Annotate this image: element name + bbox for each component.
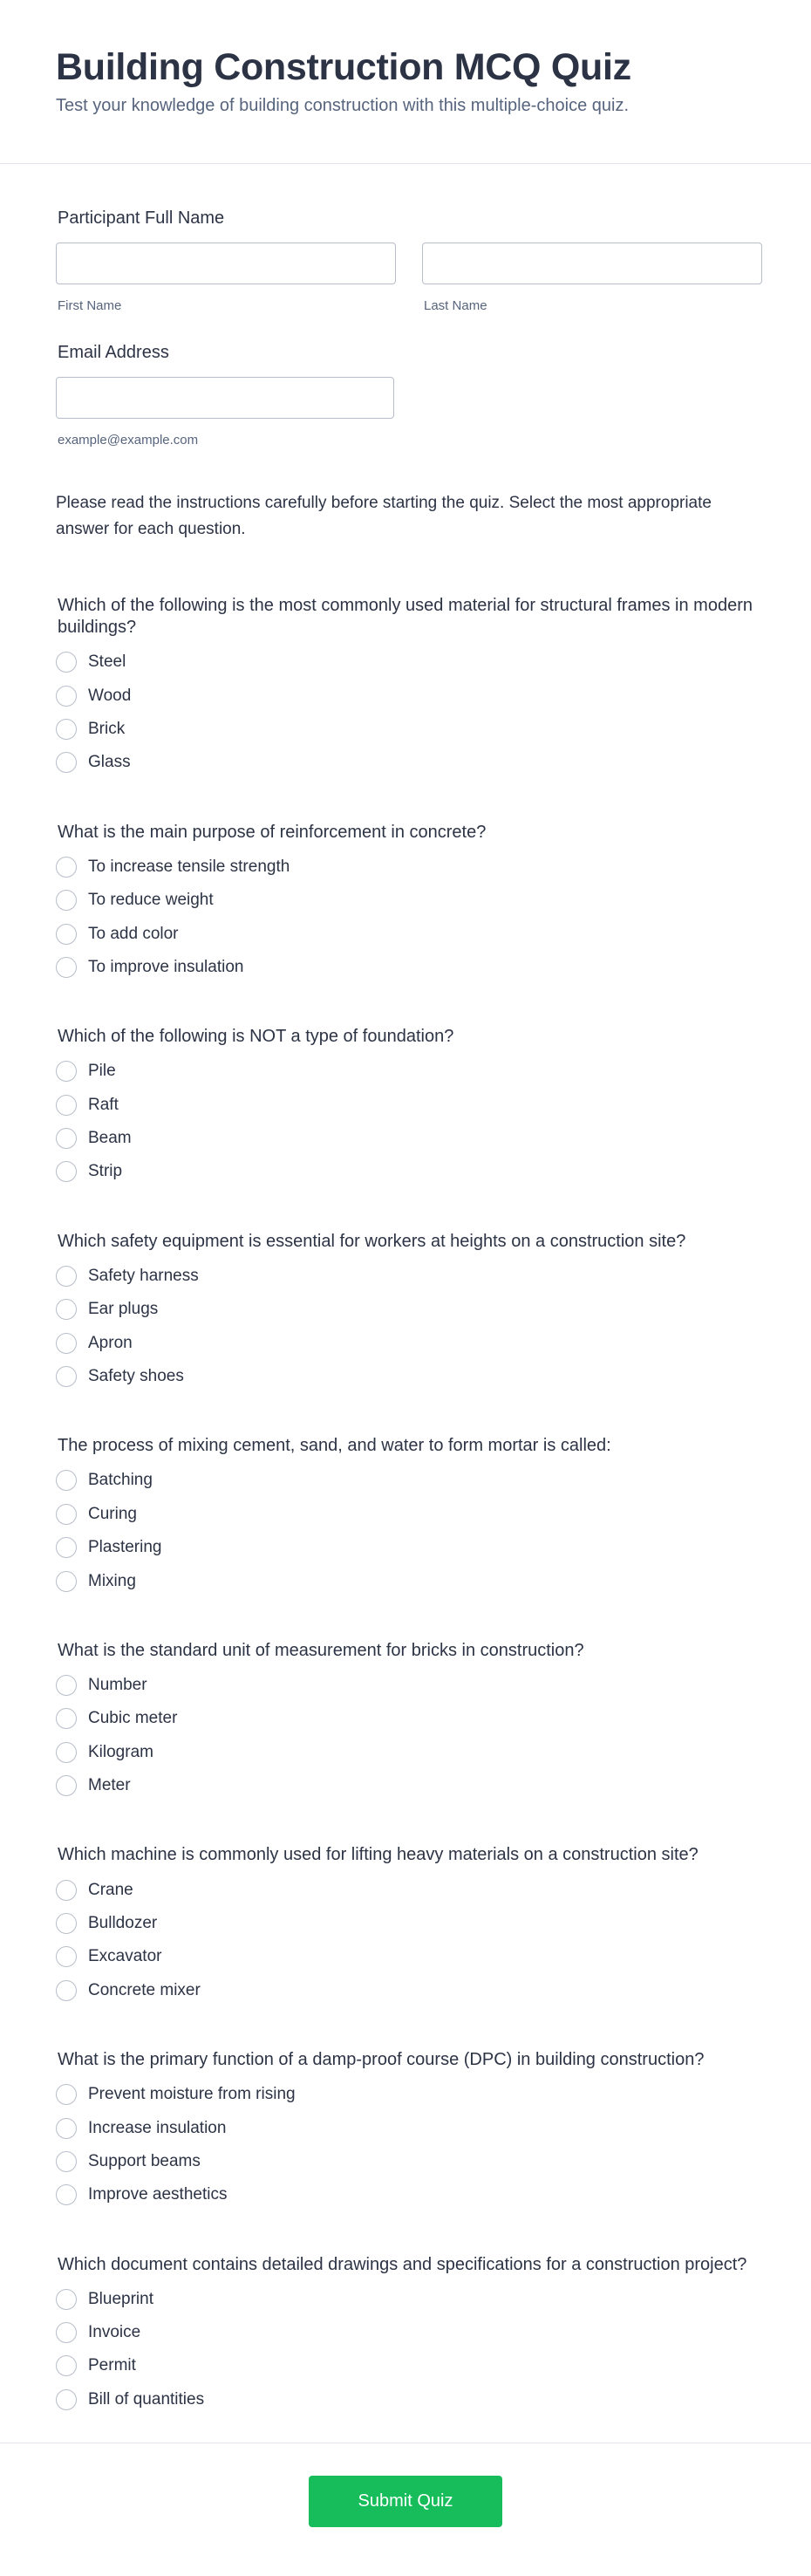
answer-option-label: Crane [88, 1880, 133, 1899]
page-title: Building Construction MCQ Quiz [56, 46, 631, 88]
question-2 [56, 822, 762, 985]
answer-option[interactable] [56, 646, 762, 679]
question-title: The process of mixing cement, sand, and water to form mortar is called: [58, 1436, 611, 1456]
answer-option-label: Bulldozer [88, 1913, 158, 1932]
answer-option-label: Concrete mixer [88, 1980, 201, 1999]
answer-option-label: Kilogram [88, 1742, 153, 1761]
question-title: What is the main purpose of reinforcement in concrete? [58, 822, 487, 842]
first-name-input[interactable] [56, 243, 396, 284]
radio-button[interactable] [56, 1161, 77, 1182]
email-sublabel: example@example.com [58, 433, 199, 448]
answer-option-label: To improve insulation [88, 957, 244, 976]
participant-name-field [56, 164, 762, 316]
answer-option-label: Pile [88, 1062, 116, 1081]
answer-options [56, 2283, 762, 2417]
answer-option[interactable] [56, 2283, 762, 2316]
radio-button[interactable] [56, 957, 77, 978]
email-input[interactable] [56, 377, 394, 419]
answer-option-label: Cubic meter [88, 1709, 178, 1728]
answer-option[interactable] [56, 1769, 762, 1802]
radio-button[interactable] [56, 890, 77, 911]
answer-option-label: Brick [88, 719, 126, 738]
last-name-sublabel: Last Name [424, 298, 487, 313]
radio-button[interactable] [56, 1775, 77, 1796]
answer-option[interactable] [56, 2349, 762, 2382]
answer-options [56, 2078, 762, 2212]
question-title: Which document contains detailed drawings and specifications for a construction project? [58, 2254, 747, 2274]
radio-button[interactable] [56, 1504, 77, 1525]
answer-option[interactable] [56, 1055, 762, 1088]
radio-button[interactable] [56, 2084, 77, 2105]
radio-button[interactable] [56, 1742, 77, 1763]
radio-button[interactable] [56, 1708, 77, 1729]
radio-button[interactable] [56, 1880, 77, 1901]
answer-option-label: Support beams [88, 2151, 201, 2170]
radio-button[interactable] [56, 1266, 77, 1287]
submit-quiz-button[interactable]: Submit Quiz [309, 2476, 502, 2527]
answer-option[interactable] [56, 2383, 762, 2416]
answer-option-label: To increase tensile strength [88, 857, 290, 876]
answer-option[interactable] [56, 1873, 762, 1906]
question-6 [56, 1640, 762, 1803]
radio-button[interactable] [56, 652, 77, 673]
question-title: What is the standard unit of measurement for bricks in construction? [58, 1640, 584, 1660]
answer-option[interactable] [56, 1531, 762, 1564]
answer-option-label: Glass [88, 753, 131, 772]
radio-button[interactable] [56, 2355, 77, 2376]
question-4 [56, 1231, 762, 1394]
answer-option[interactable] [56, 746, 762, 779]
answer-options [56, 646, 762, 780]
answer-option[interactable] [56, 1089, 762, 1122]
answer-options [56, 1260, 762, 1394]
radio-button[interactable] [56, 1366, 77, 1387]
answer-option[interactable] [56, 1974, 762, 2007]
question-title: Which of the following is NOT a type of foundation? [58, 1027, 454, 1047]
answer-option[interactable] [56, 1702, 762, 1735]
participant-name-label: Participant Full Name [58, 208, 225, 228]
question-title: Which machine is commonly used for lifting heavy materials on a construction site? [58, 1845, 699, 1865]
answer-option-label: Mixing [88, 1571, 136, 1590]
first-name-sublabel: First Name [58, 298, 122, 313]
radio-button[interactable] [56, 1333, 77, 1354]
radio-button[interactable] [56, 2322, 77, 2343]
question-1 [56, 595, 762, 780]
answer-option[interactable] [56, 2316, 762, 2349]
answer-option-label: Meter [88, 1776, 131, 1795]
answer-option-label: Safety harness [88, 1266, 199, 1285]
answer-option[interactable] [56, 1907, 762, 1940]
last-name-input[interactable] [422, 243, 762, 284]
answer-option-label: Strip [88, 1162, 123, 1181]
answer-option[interactable] [56, 2111, 762, 2144]
radio-button[interactable] [56, 1980, 77, 2001]
answer-option-label: Bill of quantities [88, 2389, 205, 2409]
form-header [0, 0, 811, 164]
answer-option[interactable] [56, 1360, 762, 1393]
answer-option[interactable] [56, 951, 762, 984]
radio-button[interactable] [56, 1095, 77, 1116]
answer-option-label: Batching [88, 1471, 153, 1490]
question-title: What is the primary function of a damp-proof course (DPC) in building construction? [58, 2049, 705, 2069]
radio-button[interactable] [56, 1299, 77, 1320]
answer-option-label: Blueprint [88, 2289, 153, 2308]
question-7 [56, 1844, 762, 2007]
answer-option-label: Number [88, 1676, 147, 1694]
answer-option-label: Plastering [88, 1538, 162, 1557]
quiz-form [0, 164, 811, 2443]
answer-option[interactable] [56, 2145, 762, 2178]
answer-options [56, 1055, 762, 1189]
answer-option[interactable] [56, 851, 762, 884]
radio-button[interactable] [56, 752, 77, 773]
answer-options [56, 851, 762, 985]
radio-button[interactable] [56, 2184, 77, 2205]
answer-option[interactable] [56, 1155, 762, 1188]
answer-option[interactable] [56, 1669, 762, 1702]
radio-button[interactable] [56, 2389, 77, 2410]
answer-option-label: Raft [88, 1095, 119, 1114]
radio-button[interactable] [56, 1537, 77, 1558]
answer-options [56, 1464, 762, 1598]
answer-option-label: Increase insulation [88, 2118, 227, 2137]
answer-option[interactable] [56, 2078, 762, 2111]
answer-option[interactable] [56, 713, 762, 746]
radio-button[interactable] [56, 1470, 77, 1491]
answer-option-label: Permit [88, 2356, 136, 2375]
radio-button[interactable] [56, 2289, 77, 2310]
email-label: Email Address [58, 343, 169, 362]
answer-option-label: Improve aesthetics [88, 2185, 228, 2204]
answer-option-label: Curing [88, 1504, 137, 1523]
answer-option[interactable] [56, 679, 762, 712]
answer-options [56, 1873, 762, 2007]
radio-button[interactable] [56, 1571, 77, 1592]
answer-option[interactable] [56, 884, 762, 917]
answer-option[interactable] [56, 1736, 762, 1769]
answer-option-label: Prevent moisture from rising [88, 2085, 296, 2104]
question-8 [56, 2049, 762, 2212]
radio-button[interactable] [56, 1128, 77, 1149]
radio-button[interactable] [56, 924, 77, 945]
answer-option[interactable] [56, 1498, 762, 1531]
radio-button[interactable] [56, 2118, 77, 2139]
radio-button[interactable] [56, 686, 77, 707]
radio-button[interactable] [56, 1675, 77, 1696]
answer-option[interactable] [56, 917, 762, 950]
email-field [56, 316, 762, 464]
question-title: Which of the following is the most commonly used material for structural frames in modern buildings? [58, 596, 753, 637]
answer-option-label: Ear plugs [88, 1300, 159, 1319]
radio-button[interactable] [56, 2151, 77, 2172]
question-3 [56, 1026, 762, 1189]
answer-option[interactable] [56, 1293, 762, 1326]
answer-option[interactable] [56, 1260, 762, 1293]
radio-button[interactable] [56, 857, 77, 878]
question-9 [56, 2254, 762, 2417]
question-title: Which safety equipment is essential for workers at heights on a construction site? [58, 1231, 686, 1251]
answer-option[interactable] [56, 1564, 762, 1597]
answer-option[interactable] [56, 1122, 762, 1155]
question-5 [56, 1435, 762, 1598]
answer-option-label: Wood [88, 686, 132, 705]
radio-button[interactable] [56, 1061, 77, 1082]
answer-option-label: Apron [88, 1333, 133, 1352]
answer-option-label: Steel [88, 653, 126, 672]
radio-button[interactable] [56, 719, 77, 740]
questions-list [56, 595, 762, 2443]
answer-option[interactable] [56, 1326, 762, 1359]
radio-button[interactable] [56, 1946, 77, 1967]
form-footer [0, 2443, 811, 2573]
instructions-text: Please read the instructions carefully before starting the quiz. Select the most appropriate answer for each question. [56, 494, 712, 538]
answer-option[interactable] [56, 1940, 762, 1973]
page-subtitle: Test your knowledge of building construction with this multiple-choice quiz. [56, 96, 630, 115]
answer-option-label: Safety shoes [88, 1367, 184, 1386]
answer-option-label: To reduce weight [88, 891, 214, 910]
answer-option[interactable] [56, 2178, 762, 2211]
answer-options [56, 1669, 762, 1803]
answer-option-label: Excavator [88, 1947, 162, 1966]
answer-option-label: Invoice [88, 2323, 141, 2342]
answer-option[interactable] [56, 1464, 762, 1497]
radio-button[interactable] [56, 1913, 77, 1934]
answer-option-label: Beam [88, 1129, 132, 1148]
answer-option-label: To add color [88, 924, 179, 943]
